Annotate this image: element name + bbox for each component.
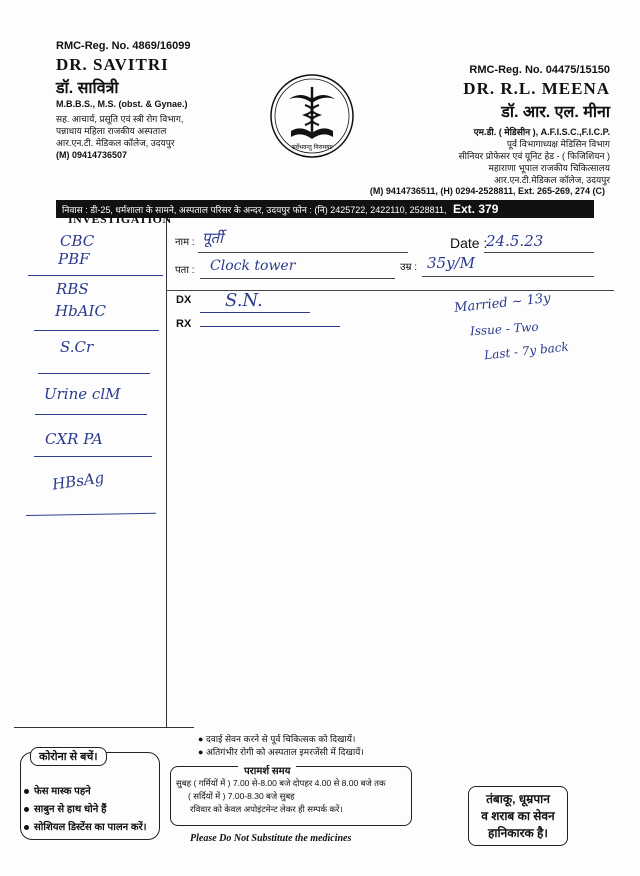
- tobacco-warning-box: [468, 786, 568, 846]
- tobacco-line-2: व शराब का सेवन: [481, 809, 555, 823]
- left-degree: M.B.B.S., M.S. (obst. & Gynae.): [56, 99, 188, 109]
- dx-value: S.N.: [225, 290, 263, 311]
- corona-item: फेस मास्क पहने: [34, 786, 91, 797]
- residence-address: निवास : डी-25, धर्मशाला के सामने, अस्पताल परिसर के अन्दर, उदयपुर फोन : (नि) 2425722, 2422110, 2528811,: [62, 205, 447, 215]
- age-line: [422, 276, 594, 277]
- investigation-underline: [35, 414, 147, 415]
- investigation-item: CBC: [60, 232, 95, 250]
- right-doctor-name-hi: डॉ. आर. एल. मीना: [501, 104, 610, 121]
- dx-underline: [200, 312, 310, 313]
- notices: [198, 733, 364, 759]
- patient-address-label: पता :: [175, 265, 195, 276]
- age-label: उम्र :: [400, 262, 418, 273]
- footer-separator: [14, 727, 194, 728]
- left-doctor-name-hi: डॉ. सावित्री: [56, 80, 119, 97]
- patient-name-label: नाम :: [175, 237, 195, 248]
- history-married: Married ~ 13y: [453, 290, 552, 317]
- notice-2: ● अतिगंभीर रोगी को अस्पताल इमरजेंसी में दिखायें।: [198, 747, 364, 757]
- investigation-underline: [34, 330, 159, 331]
- right-college: आर.एन.टी.मेडिकल कॉलेज, उदयपुर: [493, 175, 610, 185]
- left-college: आर.एन.टी. मेडिकल कॉलेज, उदयपुर: [56, 138, 175, 148]
- investigation-underline: [38, 373, 150, 374]
- bullet-icon: [24, 807, 29, 812]
- bullet-icon: [24, 825, 29, 830]
- medical-caduceus-logo: [269, 73, 355, 159]
- investigation-item: RBS: [56, 280, 89, 298]
- timing-line-3: रविवार को केवल अपोइंटमेन्ट लेकर ही सम्पर्क करें।: [190, 804, 343, 814]
- investigation-item: PBF: [58, 250, 90, 268]
- right-doctor-name-en: DR. R.L. MEENA: [463, 79, 610, 98]
- right-designation-2: सीनियर प्रोफेसर एवं यूनिट हेड - ( फिजिशियन ): [458, 151, 610, 161]
- history-issue: Issue - Two: [469, 319, 540, 339]
- patient-address-value: Clock tower: [210, 258, 296, 274]
- left-doctor-name-en: DR. SAVITRI: [56, 55, 169, 74]
- rx-label: RX: [176, 318, 192, 330]
- left-reg-number: RMC-Reg. No. 4869/16099: [56, 40, 191, 52]
- timing-title: परामर्श समय: [238, 763, 296, 777]
- investigation-item: HbAIC: [55, 302, 106, 320]
- contact-numbers: (M) 9414736511, (H) 0294-2528811, Ext. 265-269, 274 (C): [369, 186, 605, 196]
- corona-item: सोशियल डिस्टेंस का पालन करें।: [34, 822, 147, 833]
- timing-line-1: सुबह ( गर्मियों में ) 7.00 से-8.00 बजे दोपहर 4.00 से 8.00 बजे तक: [176, 778, 386, 788]
- bullet-icon: [24, 789, 29, 794]
- date-label: Date :: [450, 235, 488, 251]
- investigation-item: HBsAg: [51, 468, 106, 494]
- investigation-item: CXR PA: [45, 430, 103, 448]
- corona-item: साबुन से हाथ धोने हैं: [34, 804, 107, 815]
- investigation-underline: [28, 275, 163, 276]
- left-hospital: पन्नाधाय महिला राजकीय अस्पताल: [56, 126, 167, 136]
- no-substitute-note: Please Do Not Substitute the medicines: [190, 833, 352, 844]
- doctor-left-block: [56, 40, 276, 161]
- left-designation: सह. आचार्य, प्रसूति एवं स्त्री रोग विभाग,: [56, 114, 184, 124]
- rx-underline: [200, 326, 340, 327]
- logo-motto: सर्वेभवन्तु निरामयाः: [291, 144, 333, 151]
- date-value: 24.5.23: [486, 232, 544, 250]
- notice-1: ● दवाई सेवन करने से पूर्व चिकित्सक को दिखायें।: [198, 734, 356, 744]
- left-mobile: (M) 09414736507: [56, 150, 128, 160]
- tobacco-line-3: हानिकारक है।: [488, 826, 548, 840]
- right-degree: एम.डी. ( मेडिसीन ), A.F.I.S.C.,F.I.C.P.: [473, 127, 610, 137]
- corona-title: कोरोना से बचें।: [30, 747, 107, 766]
- name-line: [198, 252, 408, 253]
- age-value: 35y/M: [427, 254, 475, 272]
- history-last: Last - 7y back: [483, 339, 570, 363]
- right-hospital: महाराणा भूपाल राजकीय चिकित्सालय: [488, 163, 610, 173]
- address-line: [200, 278, 395, 279]
- patient-name-value: पूर्ती: [202, 229, 223, 247]
- investigation-item: S.Cr: [60, 338, 94, 356]
- date-line: [484, 252, 594, 253]
- investigation-item: Urine clM: [44, 385, 121, 403]
- tobacco-line-1: तंबाकू, धूम्रपान: [486, 792, 550, 806]
- timing-line-2: ( सर्दियों में ) 7.00-8.30 बजे सुबह: [188, 791, 295, 801]
- doctor-right-block: [400, 64, 610, 186]
- extension-number: Ext. 379: [453, 202, 499, 216]
- right-designation-1: पूर्व विभागाध्यक्ष मेडिसिन विभाग: [506, 139, 610, 149]
- investigation-title: INVESTIGATION: [68, 212, 172, 226]
- right-reg-number: RMC-Reg. No. 04475/15150: [469, 64, 610, 76]
- dx-label: DX: [176, 294, 192, 306]
- investigation-underline: [34, 456, 152, 457]
